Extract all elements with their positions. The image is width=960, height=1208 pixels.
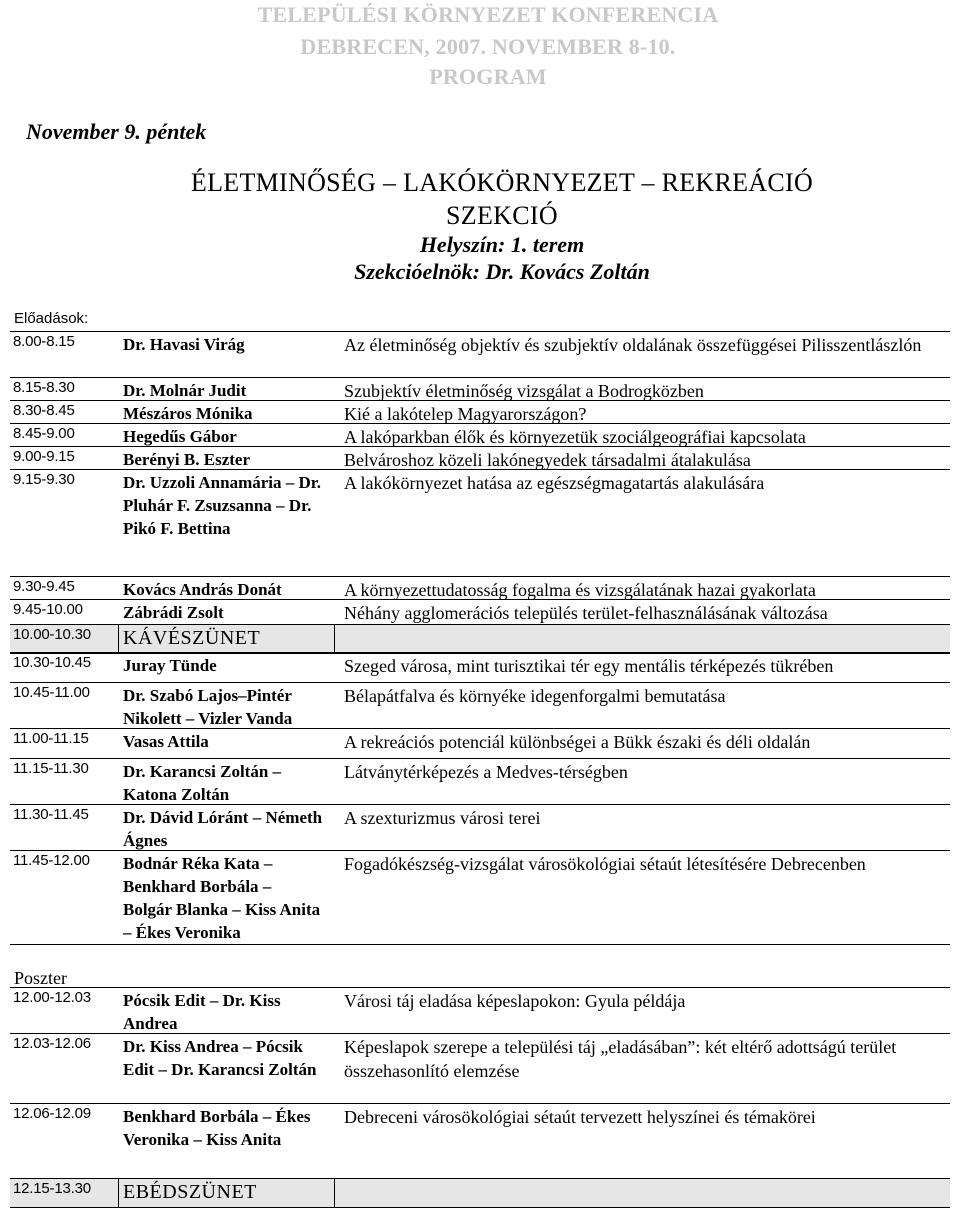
time-cell: 10.45-11.00: [13, 684, 90, 701]
talk-title-cell: Bélapátfalva és környéke idegenforgalmi bemutatása: [344, 686, 726, 706]
time-cell: 8.45-9.00: [13, 425, 75, 442]
speaker-cell: Benkhard Borbála – Ékes Veronika – Kiss Anita: [123, 1107, 311, 1149]
time-cell: 12.03-12.06: [13, 1035, 91, 1052]
schedule-row: [10, 377, 950, 401]
schedule-row: [10, 423, 950, 447]
break-row: [10, 624, 950, 654]
schedule-row: [10, 758, 950, 805]
section-location: Helyszín: 1. terem: [419, 232, 585, 257]
speaker-cell: Dr. Molnár Judit: [123, 381, 247, 400]
talk-title-cell: A lakóparkban élők és környezetük szociálgeográfiai kapcsolata: [344, 427, 806, 447]
talk-title-cell: Belvároshoz közeli lakónegyedek társadalmi átalakulása: [344, 450, 751, 470]
schedule-row: [10, 1103, 950, 1179]
talk-title-cell: Fogadókészség-vizsgálat városökológiai sétaút létesítésére Debrecenben: [344, 854, 866, 874]
column-divider: [334, 1179, 335, 1207]
time-cell: 12.15-13.30: [13, 1180, 91, 1197]
schedule-row: [10, 728, 950, 759]
talks-label: Előadások:: [14, 310, 89, 327]
speaker-cell: Juray Tünde: [123, 656, 217, 675]
conference-title: TELEPÜLÉSI KÖRNYEZET KONFERENCIA: [257, 2, 719, 27]
talk-title-cell: A környezettudatosság fogalma és vizsgálatának hazai gyakorlata: [344, 580, 816, 600]
time-cell: 12.06-12.09: [13, 1105, 91, 1122]
day-heading: November 9. péntek: [26, 119, 207, 144]
time-cell: 9.00-9.15: [13, 448, 75, 465]
column-divider: [334, 625, 335, 653]
time-cell: 9.45-10.00: [13, 601, 83, 618]
conference-dates: DEBRECEN, 2007. NOVEMBER 8-10.: [300, 34, 676, 59]
speaker-cell: Dr. Szabó Lajos–Pintér Nikolett – Vizler Vanda: [123, 686, 293, 728]
speaker-cell: Dr. Uzzoli Annamária – Dr. Pluhár F. Zsuzsanna – Dr. Pikó F. Bettina: [123, 473, 322, 538]
talk-title-cell: Szubjektív életminőség vizsgálat a Bodrogközben: [344, 381, 704, 401]
speaker-cell: Mészáros Mónika: [123, 404, 253, 423]
time-cell: 10.30-10.45: [13, 654, 91, 671]
talk-title-cell: A rekreációs potenciál különbségei a Bükk északi és déli oldalán: [344, 732, 811, 752]
speaker-cell: Dr. Karancsi Zoltán – Katona Zoltán: [123, 762, 282, 804]
speaker-cell: Dr. Kiss Andrea – Pócsik Edit – Dr. Karancsi Zoltán: [123, 1037, 317, 1079]
posters-label: Poszter: [14, 968, 67, 988]
program-heading: PROGRAM: [429, 64, 547, 89]
break-row: [10, 1178, 950, 1208]
schedule-row: [10, 804, 950, 851]
section-title: ÉLETMINŐSÉG – LAKÓKÖRNYEZET – REKREÁCIÓ: [190, 168, 814, 197]
speaker-cell: Kovács András Donát: [123, 580, 282, 599]
table-bottom-rule: [10, 944, 950, 945]
section-title-cont: SZEKCIÓ: [446, 201, 558, 230]
schedule-row: [10, 652, 950, 683]
time-cell: 9.30-9.45: [13, 578, 75, 595]
schedule-row: [10, 1033, 950, 1104]
time-cell: 10.00-10.30: [13, 626, 91, 643]
schedule-row: [10, 850, 950, 945]
speaker-cell: Pócsik Edit – Dr. Kiss Andrea: [123, 991, 281, 1033]
speaker-cell: Vasas Attila: [123, 732, 209, 751]
talk-title-cell: Szeged városa, mint turisztikai tér egy mentális térképezés tükrében: [344, 656, 834, 676]
section-chair: Szekcióelnök: Dr. Kovács Zoltán: [354, 259, 650, 284]
speaker-cell: Zábrádi Zsolt: [123, 603, 224, 622]
talk-title-cell: Képeslapok szerepe a települési táj „eladásában”: két eltérő adottságú terület összehasonlító elemzése: [344, 1037, 897, 1081]
talk-title-cell: A szexturizmus városi terei: [344, 808, 541, 828]
talk-title-cell: Debreceni városökológiai sétaút tervezett helyszínei és témakörei: [344, 1107, 816, 1127]
schedule-row: [10, 682, 950, 729]
column-divider: [118, 625, 119, 653]
talk-title-cell: A lakókörnyezet hatása az egészségmagatartás alakulására: [344, 473, 765, 493]
schedule-row: [10, 446, 950, 470]
break-label: EBÉDSZÜNET: [123, 1181, 257, 1203]
schedule-row: [10, 400, 950, 424]
speaker-cell: Hegedűs Gábor: [123, 427, 237, 446]
schedule-row: [10, 576, 950, 600]
talk-title-cell: Az életminőség objektív és szubjektív oldalának összefüggései Pilisszentlászlón: [344, 335, 922, 355]
time-cell: 11.15-11.30: [13, 760, 89, 777]
schedule-row: [10, 469, 950, 577]
time-cell: 9.15-9.30: [13, 471, 75, 488]
speaker-cell: Bodnár Réka Kata – Benkhard Borbála – Bolgár Blanka – Kiss Anita – Ékes Veronika: [123, 854, 321, 942]
time-cell: 12.00-12.03: [13, 989, 91, 1006]
speaker-cell: Dr. Dávid Lóránt – Németh Ágnes: [123, 808, 323, 850]
break-label: KÁVÉSZÜNET: [123, 627, 261, 649]
time-cell: 11.45-12.00: [13, 852, 90, 869]
schedule-row: [10, 599, 950, 625]
time-cell: 8.30-8.45: [13, 402, 75, 419]
talk-title-cell: Látványtérképezés a Medves-térségben: [344, 762, 628, 782]
talk-title-cell: Városi táj eladása képeslapokon: Gyula példája: [344, 991, 686, 1011]
talk-title-cell: Kié a lakótelep Magyarországon?: [344, 404, 587, 424]
time-cell: 8.00-8.15: [13, 333, 75, 350]
time-cell: 11.30-11.45: [13, 806, 89, 823]
talk-title-cell: Néhány agglomerációs település terület-felhasználásának változása: [344, 603, 828, 623]
schedule-row: [10, 331, 950, 378]
speaker-cell: Dr. Havasi Virág: [123, 335, 245, 354]
column-divider: [118, 1179, 119, 1207]
time-cell: 8.15-8.30: [13, 379, 75, 396]
time-cell: 11.00-11.15: [13, 730, 89, 747]
schedule-row: [10, 987, 950, 1034]
speaker-cell: Berényi B. Eszter: [123, 450, 250, 469]
